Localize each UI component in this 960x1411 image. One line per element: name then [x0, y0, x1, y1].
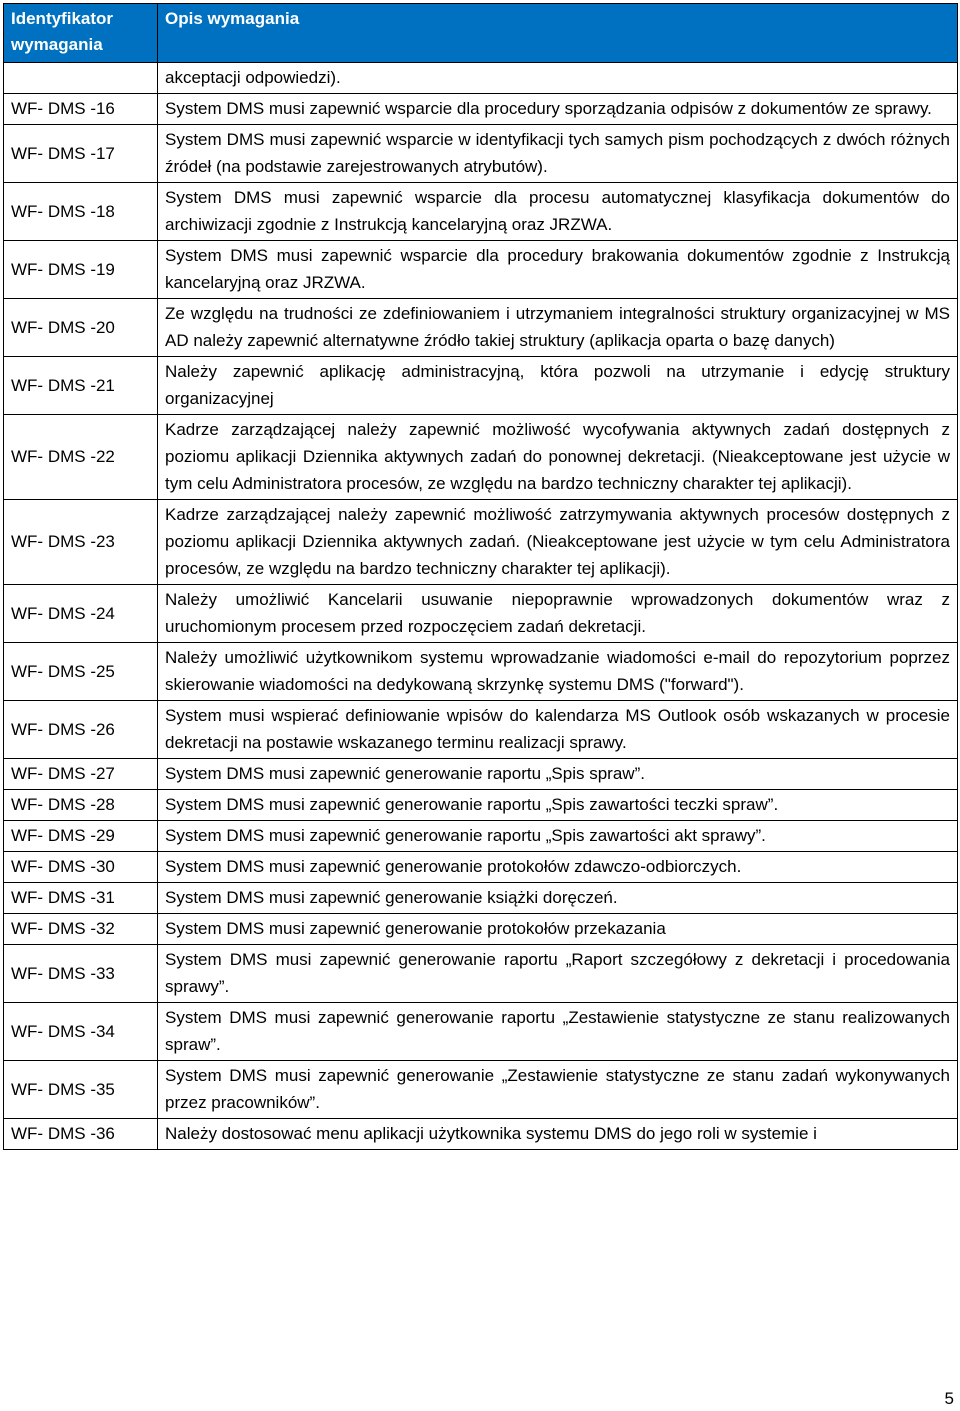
requirement-description: System DMS musi zapewnić wsparcie w identyfikacji tych samych pism pochodzących z dwóch różnych źródeł (na podstawie zarejestrowanych atrybutów).	[158, 125, 958, 183]
requirement-description: Kadrze zarządzającej należy zapewnić możliwość wycofywania aktywnych zadań dostępnych z poziomu aplikacji Dziennika aktywnych zadań do ponownej dekretacji. (Nieakceptowane jest użycie w tym celu Administratora procesów, ze względu na bardzo techniczny charakter tej aplikacji).	[158, 415, 958, 500]
table-row	[4, 759, 958, 790]
page-number: 5	[944, 1389, 954, 1408]
table-row	[4, 63, 958, 94]
requirement-description: System DMS musi zapewnić generowanie raportu „Spis zawartości akt sprawy”.	[158, 821, 958, 852]
header-identifier: Identyfikator wymagania	[4, 4, 158, 63]
table-row	[4, 852, 958, 883]
requirement-description: Należy zapewnić aplikację administracyjną, która pozwoli na utrzymanie i edycję struktury organizacyjnej	[158, 357, 958, 415]
requirement-id: WF- DMS -30	[4, 852, 158, 883]
requirement-description: System DMS musi zapewnić generowanie „Zestawienie statystyczne ze stanu zadań wykonywanych przez pracowników”.	[158, 1061, 958, 1119]
requirement-id: WF- DMS -23	[4, 500, 158, 585]
requirement-description: System DMS musi zapewnić wsparcie dla procedury sporządzania odpisów z dokumentów ze sprawy.	[158, 94, 958, 125]
table-row	[4, 94, 958, 125]
requirement-id: WF- DMS -17	[4, 125, 158, 183]
header-row	[4, 4, 958, 63]
requirements-table	[3, 3, 958, 1150]
table-row	[4, 945, 958, 1003]
requirement-id: WF- DMS -33	[4, 945, 158, 1003]
requirement-description: System DMS musi zapewnić wsparcie dla procedury brakowania dokumentów zgodnie z Instrukcją kancelaryjną oraz JRZWA.	[158, 241, 958, 299]
requirement-id: WF- DMS -28	[4, 790, 158, 821]
requirement-description: Ze względu na trudności ze zdefiniowaniem i utrzymaniem integralności struktury organizacyjnej w MS AD należy zapewnić alternatywne źródło takiej struktury (aplikacja oparta o bazę danych)	[158, 299, 958, 357]
requirement-description: System musi wspierać definiowanie wpisów do kalendarza MS Outlook osób wskazanych w procesie dekretacji na postawie wskazanego terminu realizacji sprawy.	[158, 701, 958, 759]
table-row	[4, 821, 958, 852]
table-row	[4, 1003, 958, 1061]
requirement-description: Należy dostosować menu aplikacji użytkownika systemu DMS do jego roli w systemie i	[158, 1119, 958, 1150]
requirement-description: Kadrze zarządzającej należy zapewnić możliwość zatrzymywania aktywnych procesów dostępnych z poziomu aplikacji Dziennika aktywnych zadań. (Nieakceptowane jest użycie w tym celu Administratora procesów, ze względu na bardzo techniczny charakter tej aplikacji).	[158, 500, 958, 585]
table-row	[4, 1119, 958, 1150]
requirement-description: System DMS musi zapewnić generowanie raportu „Spis zawartości teczki spraw”.	[158, 790, 958, 821]
table-row	[4, 790, 958, 821]
requirement-id: WF- DMS -32	[4, 914, 158, 945]
requirement-description: Należy umożliwić Kancelarii usuwanie niepoprawnie wprowadzonych dokumentów wraz z uruchomionym procesem przed rozpoczęciem zadań dekretacji.	[158, 585, 958, 643]
requirement-id: WF- DMS -35	[4, 1061, 158, 1119]
requirement-id: WF- DMS -19	[4, 241, 158, 299]
requirement-id: WF- DMS -16	[4, 94, 158, 125]
table-row	[4, 415, 958, 500]
table-row	[4, 1061, 958, 1119]
requirement-description: System DMS musi zapewnić generowanie raportu „Spis spraw”.	[158, 759, 958, 790]
requirement-description: System DMS musi zapewnić generowanie protokołów zdawczo-odbiorczych.	[158, 852, 958, 883]
requirement-id: WF- DMS -31	[4, 883, 158, 914]
requirement-id: WF- DMS -26	[4, 701, 158, 759]
requirement-description: Należy umożliwić użytkownikom systemu wprowadzanie wiadomości e-mail do repozytorium poprzez skierowanie wiadomości na dedykowaną skrzynkę systemu DMS ("forward").	[158, 643, 958, 701]
requirement-description: System DMS musi zapewnić generowanie książki doręczeń.	[158, 883, 958, 914]
requirement-id	[4, 63, 158, 94]
requirement-id: WF- DMS -36	[4, 1119, 158, 1150]
table-row	[4, 357, 958, 415]
requirement-id: WF- DMS -34	[4, 1003, 158, 1061]
requirement-description: System DMS musi zapewnić generowanie protokołów przekazania	[158, 914, 958, 945]
requirement-description: System DMS musi zapewnić generowanie raportu „Raport szczegółowy z dekretacji i procedowania sprawy”.	[158, 945, 958, 1003]
requirement-id: WF- DMS -20	[4, 299, 158, 357]
header-description: Opis wymagania	[158, 4, 958, 63]
requirement-description: System DMS musi zapewnić generowanie raportu „Zestawienie statystyczne ze stanu realizowanych spraw”.	[158, 1003, 958, 1061]
table-row	[4, 585, 958, 643]
table-row	[4, 643, 958, 701]
table-row	[4, 500, 958, 585]
table-row	[4, 183, 958, 241]
table-row	[4, 241, 958, 299]
requirement-id: WF- DMS -24	[4, 585, 158, 643]
table-row	[4, 701, 958, 759]
requirement-id: WF- DMS -18	[4, 183, 158, 241]
requirement-id: WF- DMS -27	[4, 759, 158, 790]
requirement-id: WF- DMS -21	[4, 357, 158, 415]
table-row	[4, 299, 958, 357]
requirement-id: WF- DMS -25	[4, 643, 158, 701]
requirement-id: WF- DMS -29	[4, 821, 158, 852]
requirement-description: akceptacji odpowiedzi).	[158, 63, 958, 94]
table-row	[4, 883, 958, 914]
requirement-id: WF- DMS -22	[4, 415, 158, 500]
table-row	[4, 914, 958, 945]
table-row	[4, 125, 958, 183]
requirement-description: System DMS musi zapewnić wsparcie dla procesu automatycznej klasyfikacja dokumentów do archiwizacji zgodnie z Instrukcją kancelaryjną oraz JRZWA.	[158, 183, 958, 241]
